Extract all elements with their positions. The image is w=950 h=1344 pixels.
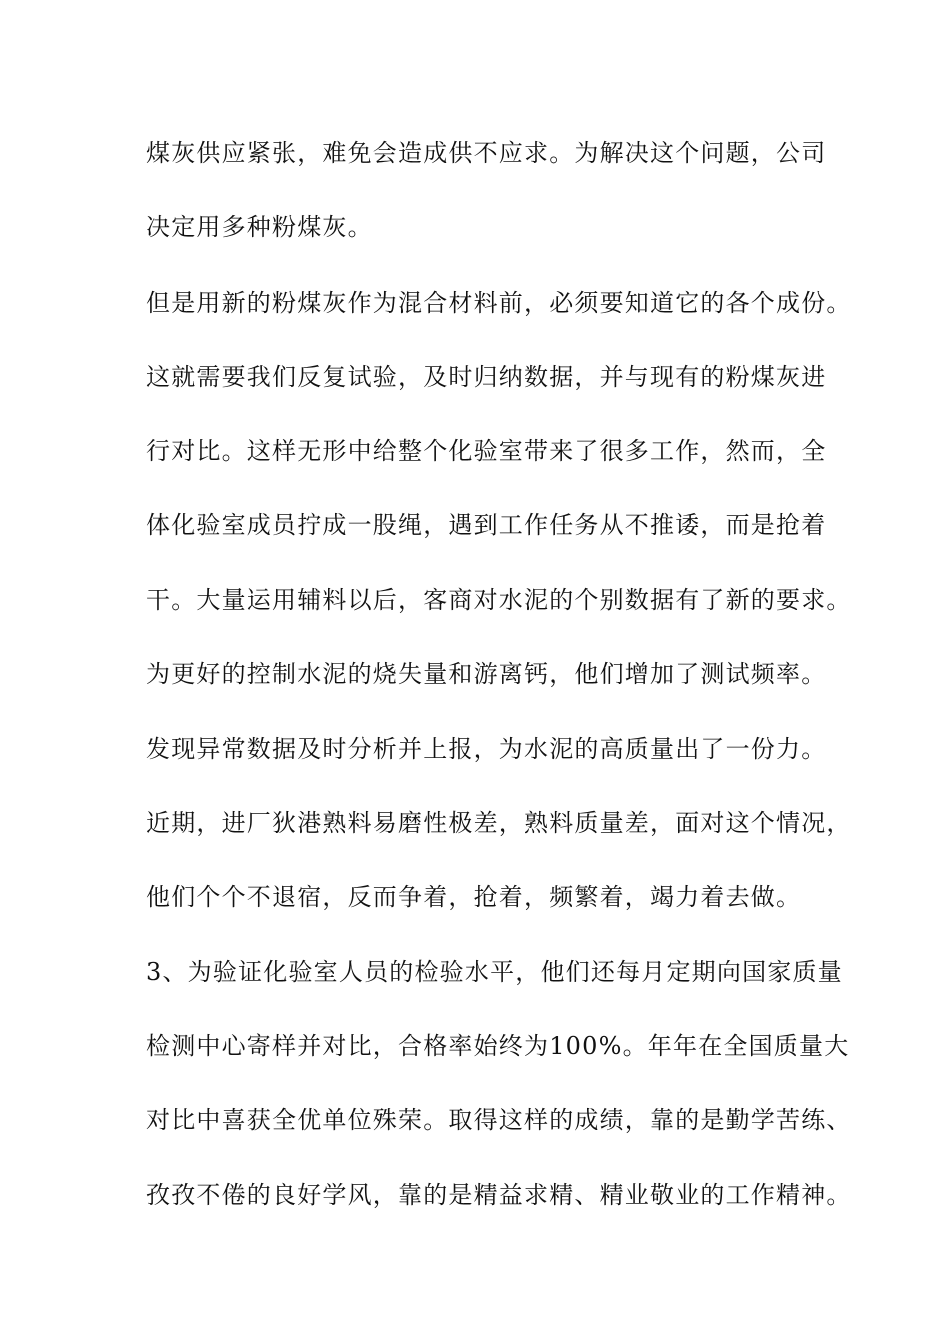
- text-line: 发现异常数据及时分析并上报，为水泥的高质量出了一份力。: [146, 735, 827, 763]
- text-line: 这就需要我们反复试验，及时归纳数据，并与现有的粉煤灰进: [146, 363, 827, 391]
- text-line: 但是用新的粉煤灰作为混合材料前，必须要知道它的各个成份。: [146, 289, 852, 317]
- text-line: 3、为验证化验室人员的检验水平，他们还每月定期向国家质量: [146, 958, 843, 986]
- text-line: 决定用多种粉煤灰。: [146, 213, 373, 241]
- text-line: 孜孜不倦的良好学风，靠的是精益求精、精业敬业的工作精神。: [146, 1181, 852, 1209]
- text-line: 他们个个不退宿，反而争着，抢着，频繁着，竭力着去做。: [146, 883, 802, 911]
- text-line: 为更好的控制水泥的烧失量和游离钙，他们增加了测试频率。: [146, 660, 827, 688]
- text-line: 行对比。这样无形中给整个化验室带来了很多工作，然而，全: [146, 437, 827, 465]
- text-line: 对比中喜获全优单位殊荣。取得这样的成绩，靠的是勤学苦练、: [146, 1106, 852, 1134]
- text-line: 煤灰供应紧张，难免会造成供不应求。为解决这个问题，公司: [146, 139, 827, 167]
- text-line: 干。大量运用辅料以后，客商对水泥的个别数据有了新的要求。: [146, 586, 852, 614]
- text-line: 近期，进厂狄港熟料易磨性极差，熟料质量差，面对这个情况，: [146, 809, 852, 837]
- text-line: 检测中心寄样并对比，合格率始终为100%。年年在全国质量大: [146, 1032, 850, 1060]
- text-line: 体化验室成员拧成一股绳，遇到工作任务从不推诿，而是抢着: [146, 511, 827, 539]
